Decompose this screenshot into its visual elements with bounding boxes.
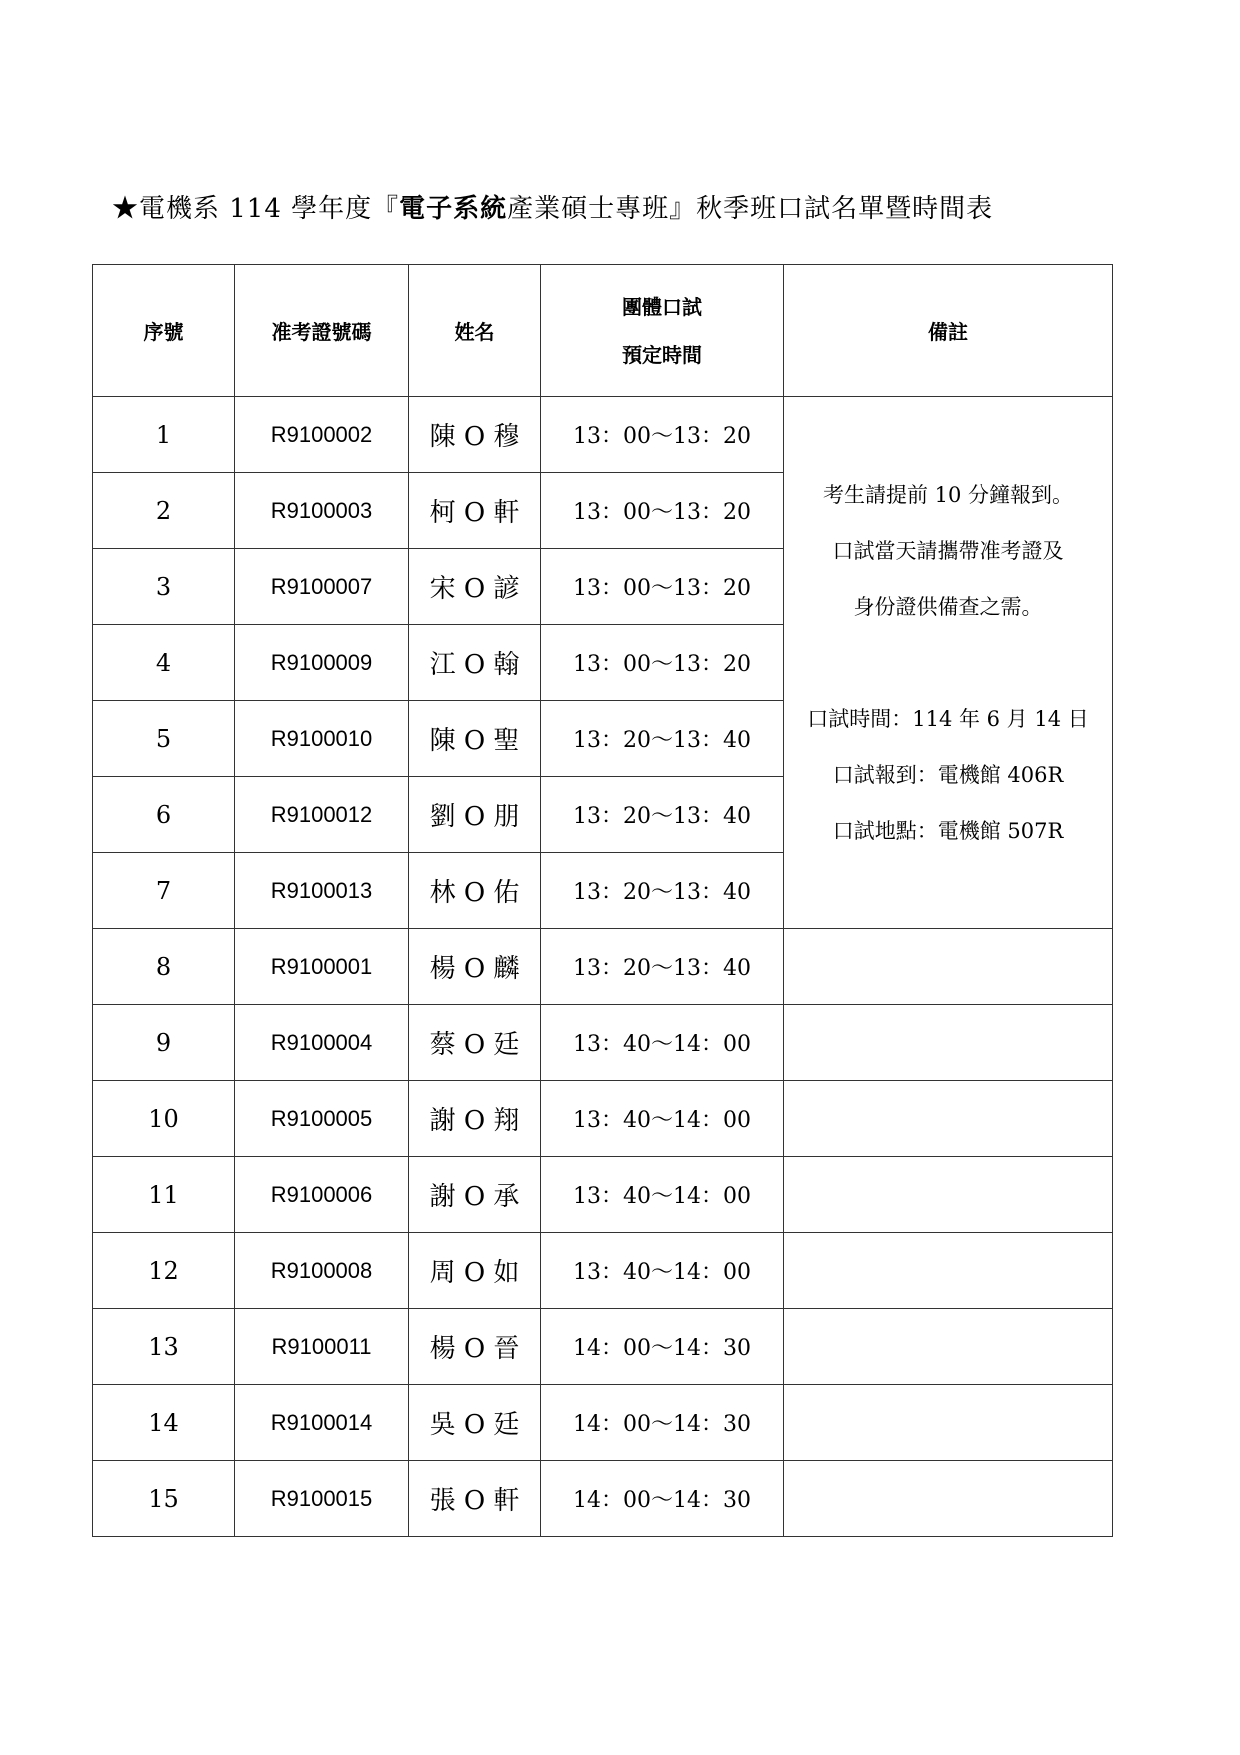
ticket-cell: R9100004 [235, 1005, 409, 1081]
header-notes: 備註 [784, 265, 1113, 397]
time-cell: 13：00～13：20 [541, 397, 784, 473]
time-cell: 14：00～14：30 [541, 1461, 784, 1537]
notes-line4: 口試時間：114 年 6 月 14 日 [807, 706, 1089, 731]
seq-cell: 3 [93, 549, 235, 625]
notes-empty-cell [784, 1233, 1113, 1309]
name-cell: 楊 O 麟 [409, 929, 541, 1005]
ticket-cell: R9100013 [235, 853, 409, 929]
ticket-cell: R9100001 [235, 929, 409, 1005]
ticket-cell: R9100014 [235, 1385, 409, 1461]
notes-line2: 口試當天請攜帶准考證及 [832, 538, 1064, 563]
seq-cell: 15 [93, 1461, 235, 1537]
header-name: 姓名 [409, 265, 541, 397]
notes-line3: 身份證供備查之需。 [853, 594, 1043, 619]
name-cell: 陳 O 聖 [409, 701, 541, 777]
time-cell: 13：40～14：00 [541, 1005, 784, 1081]
seq-cell: 2 [93, 473, 235, 549]
ticket-cell: R9100008 [235, 1233, 409, 1309]
notes-empty-cell [784, 1385, 1113, 1461]
notes-empty-cell [784, 1309, 1113, 1385]
title-bold: 電子系統 [399, 194, 508, 224]
ticket-cell: R9100006 [235, 1157, 409, 1233]
ticket-cell: R9100012 [235, 777, 409, 853]
seq-cell: 8 [93, 929, 235, 1005]
header-time-line2: 預定時間 [622, 342, 702, 367]
header-time-line1: 團體口試 [622, 294, 702, 319]
notes-line6: 口試地點：電機館 507R [832, 818, 1064, 843]
title-suffix: 產業碩士專班』秋季班口試名單暨時間表 [507, 194, 994, 224]
name-cell: 周 O 如 [409, 1233, 541, 1309]
notes-line5: 口試報到：電機館 406R [832, 762, 1064, 787]
notes-empty-cell [784, 1005, 1113, 1081]
time-cell: 14：00～14：30 [541, 1309, 784, 1385]
table-row [93, 397, 1113, 473]
name-cell: 江 O 翰 [409, 625, 541, 701]
ticket-cell: R9100005 [235, 1081, 409, 1157]
notes-empty-cell [784, 929, 1113, 1005]
header-ticket: 准考證號碼 [235, 265, 409, 397]
seq-cell: 6 [93, 777, 235, 853]
seq-cell: 14 [93, 1385, 235, 1461]
time-cell: 13：20～13：40 [541, 701, 784, 777]
title-prefix: ★電機系 114 學年度『 [112, 194, 400, 224]
table-row [93, 1309, 1113, 1385]
seq-cell: 4 [93, 625, 235, 701]
ticket-cell: R9100003 [235, 473, 409, 549]
notes-empty-cell [784, 1081, 1113, 1157]
name-cell: 陳 O 穆 [409, 397, 541, 473]
table-row [93, 1005, 1113, 1081]
header-time [541, 265, 784, 397]
time-cell: 13：40～14：00 [541, 1157, 784, 1233]
time-cell: 13：00～13：20 [541, 625, 784, 701]
notes-spacer [784, 635, 1112, 691]
time-cell: 13：20～13：40 [541, 853, 784, 929]
page-title [112, 188, 993, 225]
name-cell: 柯 O 軒 [409, 473, 541, 549]
time-cell: 13：00～13：20 [541, 473, 784, 549]
ticket-cell: R9100007 [235, 549, 409, 625]
name-cell: 謝 O 翔 [409, 1081, 541, 1157]
name-cell: 劉 O 朋 [409, 777, 541, 853]
time-cell: 13：40～14：00 [541, 1233, 784, 1309]
ticket-cell: R9100015 [235, 1461, 409, 1537]
table-row [93, 1081, 1113, 1157]
table-row [93, 929, 1113, 1005]
seq-cell: 13 [93, 1309, 235, 1385]
name-cell: 蔡 O 廷 [409, 1005, 541, 1081]
seq-cell: 11 [93, 1157, 235, 1233]
table-row [93, 1461, 1113, 1537]
table-row [93, 1385, 1113, 1461]
ticket-cell: R9100002 [235, 397, 409, 473]
notes-empty-cell [784, 1157, 1113, 1233]
seq-cell: 5 [93, 701, 235, 777]
table-row [93, 1157, 1113, 1233]
seq-cell: 10 [93, 1081, 235, 1157]
ticket-cell: R9100010 [235, 701, 409, 777]
name-cell: 林 O 佑 [409, 853, 541, 929]
seq-cell: 12 [93, 1233, 235, 1309]
seq-cell: 7 [93, 853, 235, 929]
seq-cell: 1 [93, 397, 235, 473]
notes-line1: 考生請提前 10 分鐘報到。 [822, 482, 1074, 507]
time-cell: 13：00～13：20 [541, 549, 784, 625]
time-cell: 13：40～14：00 [541, 1081, 784, 1157]
name-cell: 吳 O 廷 [409, 1385, 541, 1461]
notes-cell [784, 397, 1113, 929]
schedule-table [92, 264, 1113, 1537]
table-row [93, 1233, 1113, 1309]
ticket-cell: R9100009 [235, 625, 409, 701]
header-row [93, 265, 1113, 397]
time-cell: 13：20～13：40 [541, 777, 784, 853]
time-cell: 14：00～14：30 [541, 1385, 784, 1461]
name-cell: 張 O 軒 [409, 1461, 541, 1537]
header-seq: 序號 [93, 265, 235, 397]
name-cell: 謝 O 承 [409, 1157, 541, 1233]
ticket-cell: R9100011 [235, 1309, 409, 1385]
name-cell: 楊 O 晉 [409, 1309, 541, 1385]
notes-empty-cell [784, 1461, 1113, 1537]
name-cell: 宋 O 諺 [409, 549, 541, 625]
time-cell: 13：20～13：40 [541, 929, 784, 1005]
seq-cell: 9 [93, 1005, 235, 1081]
